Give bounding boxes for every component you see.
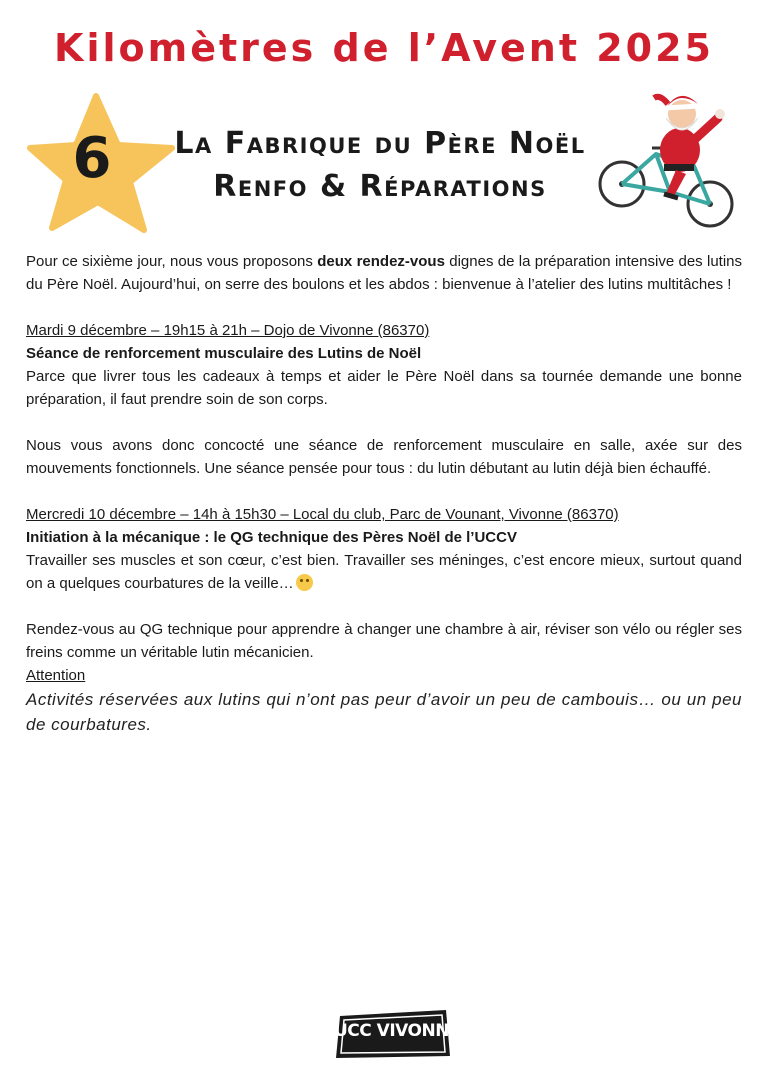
main-content	[26, 250, 742, 737]
santa-on-bike-illustration	[594, 84, 744, 232]
attention-text: Activités réservées aux lutins qui n’ont pas peur d’avoir un peu de cambouis… ou un peu de courbatures.	[26, 690, 742, 734]
club-logo	[334, 1006, 461, 1062]
subtitle-line-1: La Fabrique du Père Noël	[174, 126, 586, 161]
subtitle-line-2: Renfo & Réparations	[213, 169, 547, 204]
intro-text-bold: deux rendez-vous	[317, 253, 445, 270]
event2-when: Mercredi 10 décembre – 14h à 15h30 – Local du club, Parc de Vounant, Vivonne (86370)	[26, 506, 619, 523]
subtitle	[160, 122, 600, 208]
attention-heading: Attention	[26, 667, 86, 684]
day-star	[26, 90, 176, 235]
intro-paragraph	[26, 250, 742, 296]
intro-text-end: dignes de la préparation intensive des lutins du Père Noël. Aujourd’hui, on serre des boulons et les abdos : bienvenue à l’atelier des lutins multitâches !	[26, 253, 743, 293]
event1-para2: Nous vous avons donc concocté une séance de renforcement musculaire en salle, axée sur des mouvements fonctionnels. Une séance pensée pour tous : du lutin débutant au lutin déjà bien échauffé.	[26, 437, 742, 477]
intro-text-start: Pour ce sixième jour, nous vous proposons	[26, 253, 318, 270]
event1-para1: Parce que livrer tous les cadeaux à temps et aider le Père Noël dans sa tournée demande une bonne préparation, il faut prendre soin de son corps.	[26, 368, 742, 408]
logo-text: UCC VIVONNE	[334, 1021, 461, 1041]
santa-bike-icon	[594, 84, 744, 232]
event2-title: Initiation à la mécanique : le QG technique des Pères Noël de l’UCCV	[26, 529, 517, 546]
event2-para1: Travailler ses muscles et son cœur, c’est bien. Travailler ses méninges, c’est encore mieux, surtout quand on a quelques courbatures de la veille…	[26, 552, 742, 592]
event1-title: Séance de renforcement musculaire des Lutins de Noël	[26, 345, 422, 362]
event1-when: Mardi 9 décembre – 19h15 à 21h – Dojo de Vivonne (86370)	[26, 322, 430, 339]
page-title: Kilomètres de l’Avent 2025	[54, 26, 714, 70]
event2-para2: Rendez-vous au QG technique pour apprendre à changer une chambre à air, réviser son vélo ou régler ses freins comme un véritable lutin mécanicien.	[26, 621, 742, 661]
day-number: 6	[72, 126, 112, 191]
event2-para1-wrap	[26, 549, 742, 595]
smiley-icon	[296, 574, 313, 591]
